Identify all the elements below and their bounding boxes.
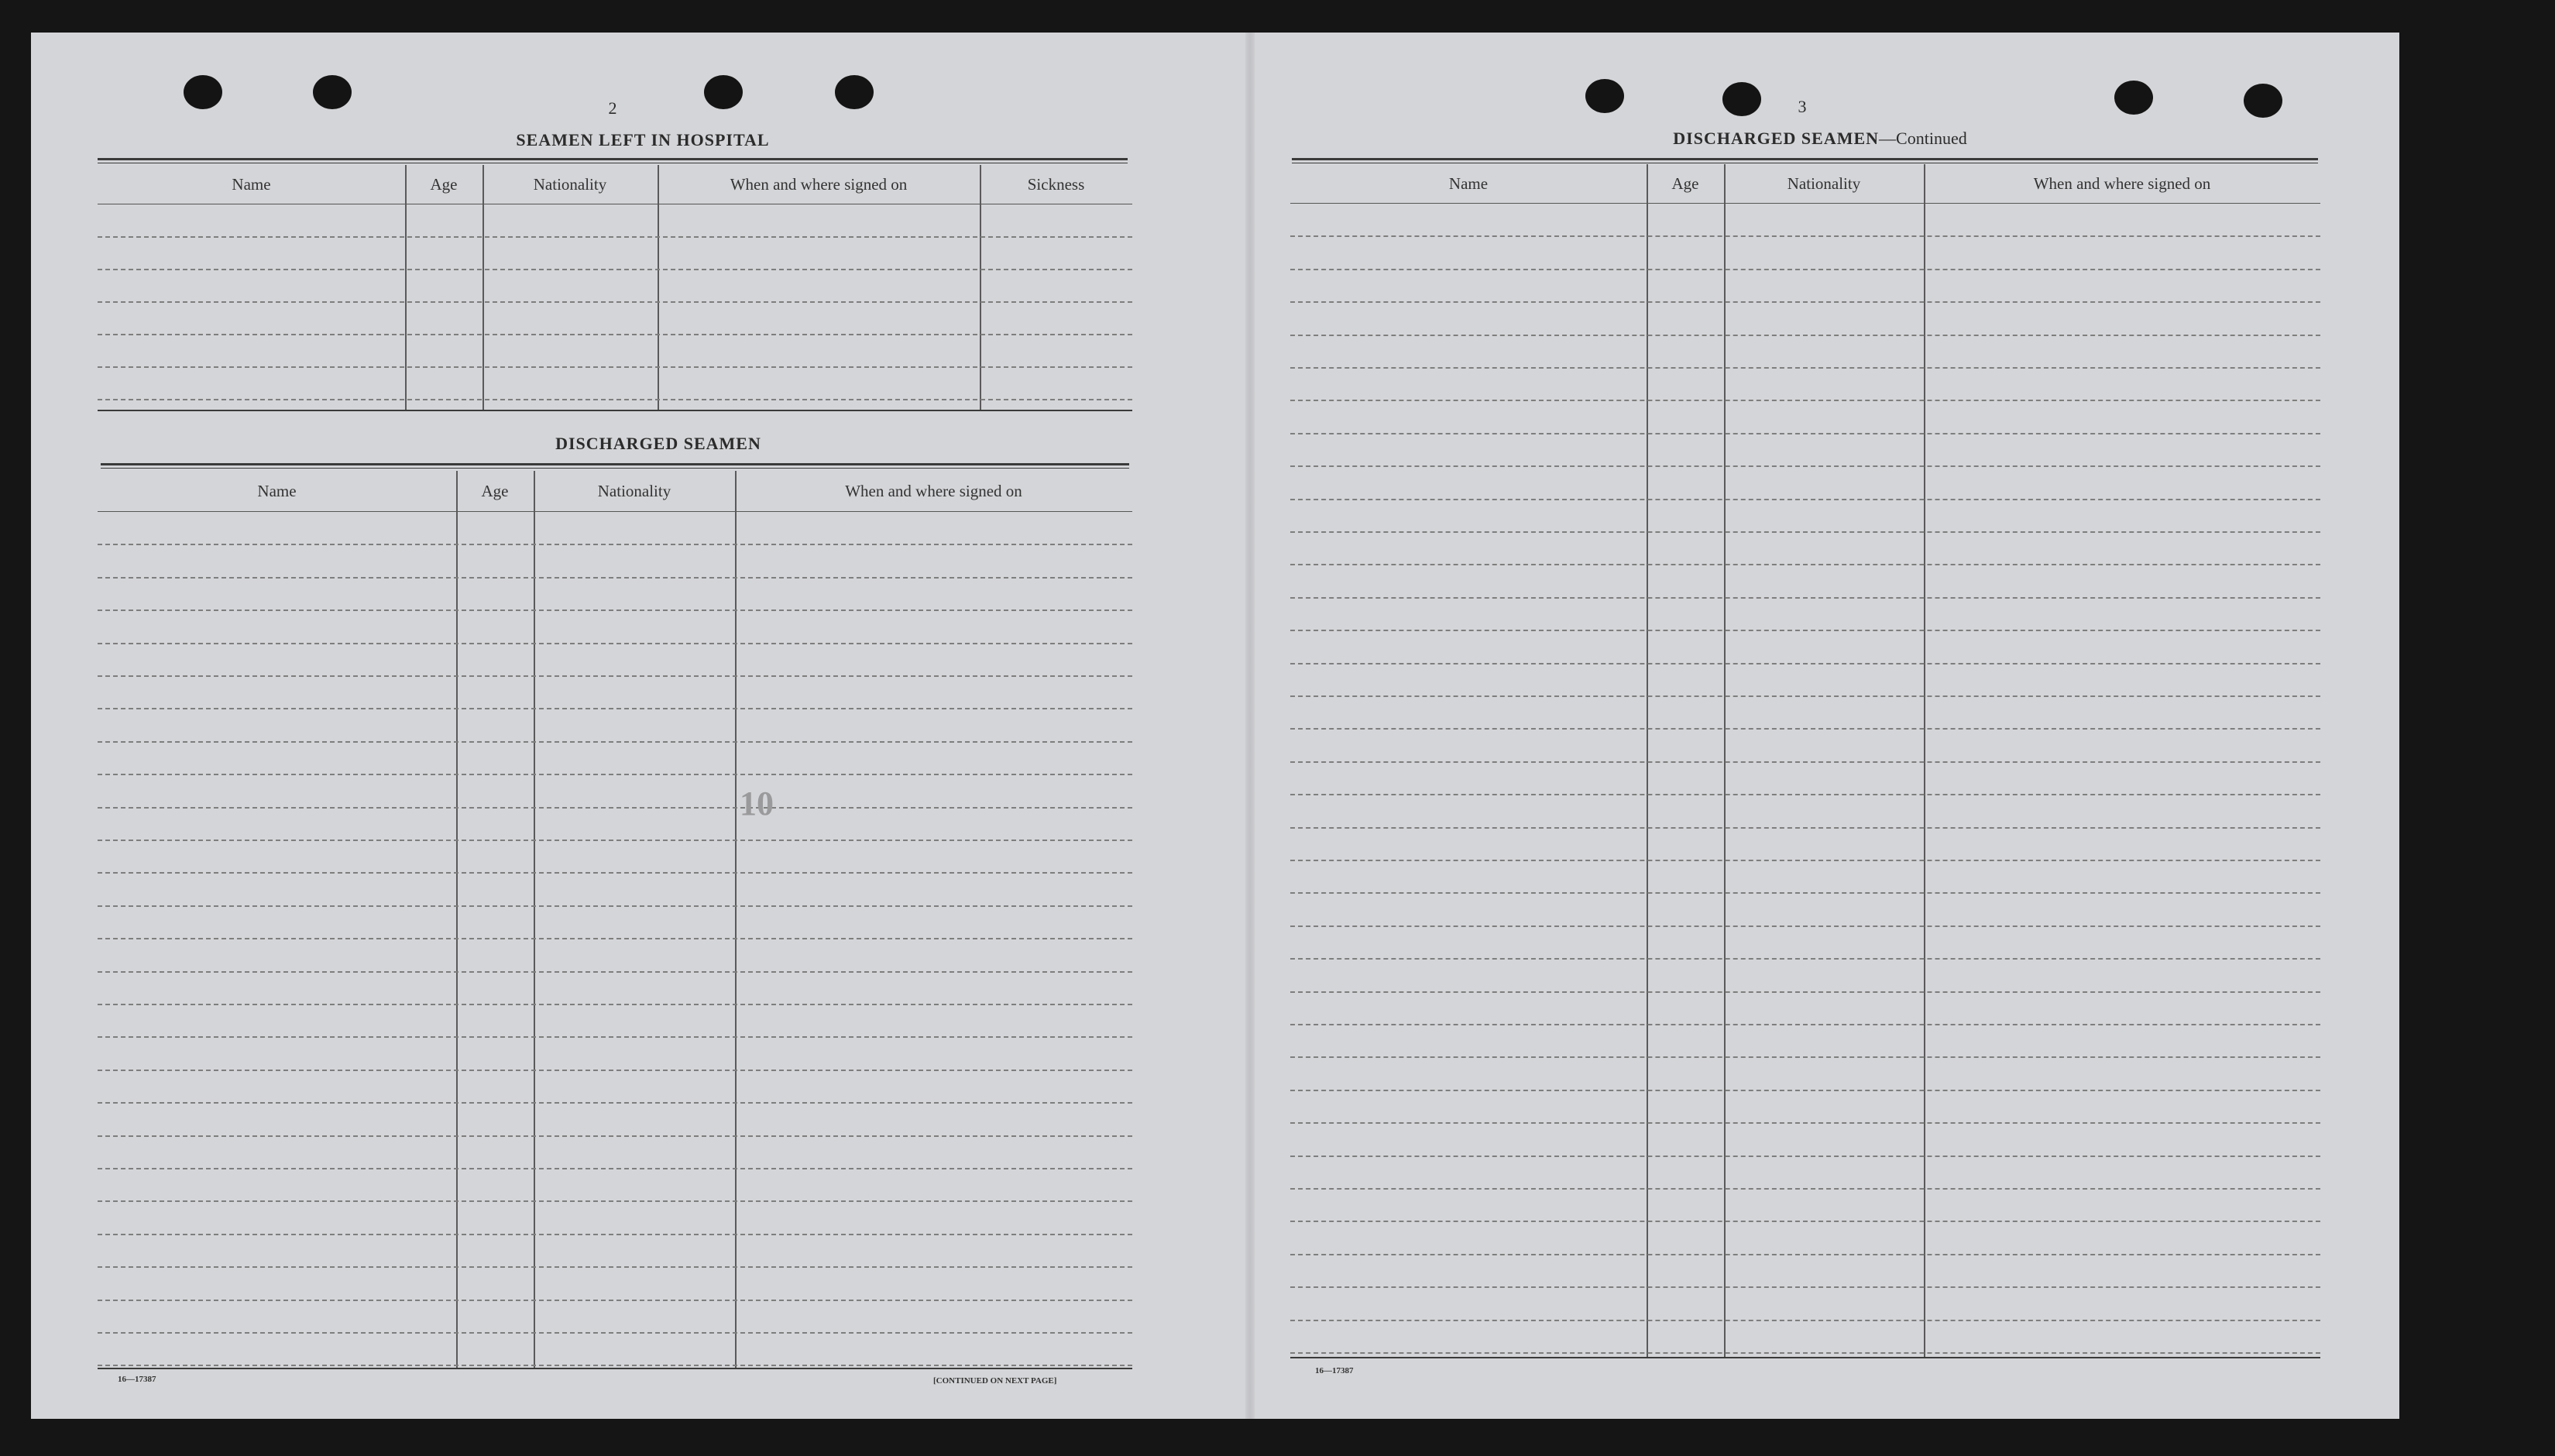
ruled-row-line (1290, 860, 2320, 861)
ruled-row-line (1290, 925, 2320, 927)
ruled-row-line (1290, 465, 2320, 467)
hospital-table-header (98, 165, 1132, 204)
ruled-row-line (1290, 301, 2320, 303)
ruled-row-line (1290, 695, 2320, 697)
ruled-row-line (1290, 367, 2320, 369)
ruled-row-line (98, 610, 1132, 611)
column-header-sickness: Sickness (1027, 174, 1085, 194)
discharged-table (98, 471, 1132, 1369)
ruled-row-line (98, 938, 1132, 939)
ruled-row-line (98, 840, 1132, 841)
column-divider (658, 165, 659, 410)
form-number: 16—17387 (118, 1375, 156, 1384)
ruled-row-line (1290, 1090, 2320, 1091)
column-header-age: Age (481, 481, 509, 500)
ruled-row-line (98, 675, 1132, 677)
ruled-row-line (1290, 1221, 2320, 1222)
column-divider (482, 165, 484, 410)
column-header-nationality: Nationality (597, 481, 671, 500)
discharged-continued-table (1290, 164, 2320, 1358)
ruled-row-line (1290, 400, 2320, 401)
ruled-row-line (1290, 531, 2320, 533)
ruled-row-line (98, 1365, 1132, 1366)
ruled-row-line (1290, 991, 2320, 993)
ruled-row-line (1290, 1286, 2320, 1288)
ruled-row-line (98, 1200, 1132, 1202)
ruled-row-line (98, 1004, 1132, 1005)
ruled-row-line (1290, 335, 2320, 336)
punch-hole (835, 75, 874, 109)
center-fold (1245, 33, 1255, 1419)
punch-hole (184, 75, 222, 109)
ruled-row-line (1290, 1056, 2320, 1058)
punch-hole (1585, 79, 1624, 113)
column-header-signed-on: When and where signed on (2033, 173, 2211, 193)
column-header-nationality: Nationality (533, 174, 607, 194)
ruled-row-line (1290, 433, 2320, 434)
page-number: 2 (608, 98, 617, 118)
punch-hole (2244, 84, 2282, 118)
column-header-nationality: Nationality (1787, 173, 1861, 193)
ruled-row-line (1290, 597, 2320, 599)
ruled-row-line (98, 643, 1132, 644)
punch-hole (2114, 81, 2153, 115)
ruled-row-line (1290, 1320, 2320, 1321)
ruled-row-line (1290, 1024, 2320, 1025)
ruled-row-line (1290, 1188, 2320, 1190)
ruled-row-line (1290, 269, 2320, 270)
ruled-row-line (98, 1332, 1132, 1334)
ruled-row-line (98, 301, 1132, 303)
ruled-row-line (98, 366, 1132, 368)
ruled-row-line (1290, 958, 2320, 960)
page-number: 3 (1798, 97, 1807, 116)
ruled-row-line (98, 1102, 1132, 1104)
ruled-row-line (1290, 663, 2320, 664)
column-header-name: Name (257, 481, 297, 500)
ruled-row-line (1290, 1254, 2320, 1255)
ruled-row-line (98, 1036, 1132, 1038)
discharged-table-header (98, 471, 1132, 512)
ruled-row-line (98, 741, 1132, 743)
ruled-row-line (1290, 630, 2320, 631)
column-divider (405, 165, 407, 410)
ruled-row-line (1290, 499, 2320, 500)
form-number: 16—17387 (1315, 1366, 1354, 1375)
ruled-row-line (1290, 564, 2320, 565)
ruled-row-line (1290, 1352, 2320, 1354)
hospital-table (98, 165, 1132, 411)
ruled-row-line (1290, 728, 2320, 730)
ruled-row-line (98, 544, 1132, 545)
ruled-row-line (1290, 794, 2320, 795)
section-title-suffix: —Continued (1879, 129, 1967, 148)
ruled-row-line (1290, 892, 2320, 894)
ruled-row-line (98, 807, 1132, 809)
ruled-row-line (1290, 1122, 2320, 1124)
ruled-row-line (98, 269, 1132, 270)
ruled-row-line (98, 334, 1132, 335)
continued-top-rule (1292, 158, 2318, 163)
hospital-section-title: SEAMEN LEFT IN HOSPITAL (516, 130, 770, 149)
hospital-top-rule (98, 158, 1128, 163)
ruled-row-line (1290, 1156, 2320, 1157)
ruled-row-line (98, 577, 1132, 579)
discharged-top-rule (101, 463, 1129, 469)
ruled-row-line (98, 1135, 1132, 1137)
ruled-row-line (98, 971, 1132, 973)
discharged-continued-title (1510, 129, 2130, 149)
column-header-age: Age (1671, 173, 1699, 193)
ruled-row-line (98, 708, 1132, 709)
ruled-row-line (1290, 761, 2320, 763)
ruled-row-line (98, 1266, 1132, 1268)
discharged-section-title: DISCHARGED SEAMEN (555, 434, 761, 453)
column-header-name: Name (1448, 173, 1489, 193)
ruled-row-line (98, 399, 1132, 400)
continued-note: [CONTINUED ON NEXT PAGE] (933, 1376, 1057, 1386)
punch-hole (313, 75, 352, 109)
ruled-row-line (98, 1168, 1132, 1169)
ruled-row-line (98, 774, 1132, 775)
ruled-row-line (1290, 235, 2320, 237)
ruled-row-line (98, 905, 1132, 907)
ruled-row-line (98, 236, 1132, 238)
stamp-mark: 10 (740, 785, 774, 822)
column-header-age: Age (430, 174, 458, 194)
column-divider (980, 165, 981, 410)
ruled-row-line (1290, 827, 2320, 829)
column-header-signed-on: When and where signed on (730, 174, 908, 194)
ruled-row-line (98, 1300, 1132, 1301)
ruled-row-line (98, 872, 1132, 874)
column-header-signed-on: When and where signed on (845, 481, 1022, 500)
ruled-row-line (98, 1234, 1132, 1235)
ledger-sheet (31, 33, 2399, 1419)
column-header-name: Name (232, 174, 271, 194)
continued-table-header (1290, 164, 2320, 204)
section-title-text: DISCHARGED SEAMEN (1673, 129, 1880, 148)
punch-hole (704, 75, 743, 109)
ruled-row-line (98, 1070, 1132, 1071)
punch-hole (1722, 82, 1761, 116)
